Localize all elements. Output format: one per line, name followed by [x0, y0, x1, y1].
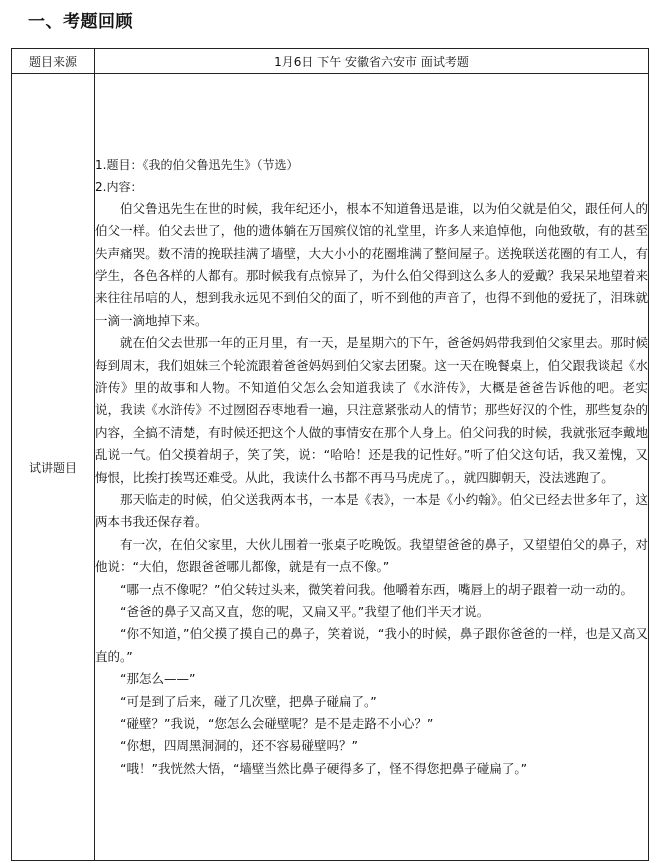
paragraph-10: “碰壁？”我说，“您怎么会碰壁呢？是不是走路不小心？” — [120, 716, 434, 732]
paragraph-8: “那怎么——” — [120, 671, 196, 687]
topic-row — [12, 74, 649, 861]
title-line: 1.题目：《我的伯父鲁迅先生》（节选） — [95, 157, 299, 172]
paragraph-2: 就在伯父去世那一年的正月里，有一天，是星期六的下午，爸爸妈妈带我到伯父家里去。那时候每到周末，我们姐妹三个轮流跟着爸爸妈妈到伯父家去团聚。这一天在晚餐桌上，伯父跟我谈起《水浒传》里的故事和人物。不知道伯父怎么会知道我读了《水浒传》，大概是爸爸告诉他的吧。老实说，我读《水浒传》不过囫囵吞枣地看一遍，只注意紧张动人的情节；那些好汉的个性，那些复杂的内容，全搞不清楚，有时候还把这个人做的事情安在那个人身上。伯父问我的时候，我就张冠李戴地乱说一气。伯父摸着胡子，笑了笑，说：“哈哈！还是我的记性好。”听了伯父这句话，我又羞愧，又悔恨，比挨打挨骂还难受。从此，我读什么书都不再马马虎虎了。，就四脚朝天，没法逃跑了。 — [95, 335, 648, 485]
content-label: 2.内容： — [95, 179, 143, 194]
paragraph-3: 那天临走的时候，伯父送我两本书，一本是《表》，一本是《小约翰》。伯父已经去世多年了，这两本书我还保存着。 — [95, 492, 648, 530]
exam-table — [11, 48, 649, 861]
topic-label: 试讲题目 — [12, 74, 95, 861]
paragraph-7: “你不知道，”伯父摸了摸自己的鼻子，笑着说，“我小的时候，鼻子跟你爸爸的一样，也是又高又直的。” — [95, 626, 648, 664]
paragraph-11: “你想，四周黑洞洞的，还不容易碰壁吗？” — [120, 738, 358, 754]
source-value: 1月6日 下午 安徽省六安市 面试考题 — [95, 49, 649, 74]
paragraph-1: 伯父鲁迅先生在世的时候，我年纪还小，根本不知道鲁迅是谁，以为伯父就是伯父，跟任何人的伯父一样。伯父去世了，他的遗体躺在万国殡仪馆的礼堂里，许多人来追悼他，向他致敬，有的甚至失声痛哭。数不清的挽联挂满了墙壁，大大小小的花圈堆满了整间屋子。送挽联送花圈的有工人，有学生，各色各样的人都有。那时候我有点惊异了，为什么伯父得到这么多人的爱戴？我呆呆地望着来来往往吊唁的人，想到我永远见不到伯父的面了，听不到他的声音了，也得不到他的爱抚了，泪珠就一滴一滴地掉下来。 — [95, 200, 648, 328]
paragraph-9: “可是到了后来，碰了几次壁，把鼻子碰扁了。” — [120, 693, 377, 709]
topic-content — [95, 74, 649, 861]
paragraph-6: “爸爸的鼻子又高又直，您的呢，又扁又平。”我望了他们半天才说。 — [120, 604, 490, 620]
section-heading: 一、考题回顾 — [28, 12, 133, 32]
paragraph-12: “哦！”我恍然大悟，“墙壁当然比鼻子硬得多了，怪不得您把鼻子碰扁了。” — [120, 760, 528, 776]
source-row — [12, 49, 649, 74]
paragraph-5: “哪一点不像呢？”伯父转过头来，微笑着问我。他嚼着东西，嘴唇上的胡子跟着一动一动的。 — [120, 581, 633, 597]
source-label: 题目来源 — [12, 49, 95, 74]
paragraph-4: 有一次，在伯父家里，大伙儿围着一张桌子吃晚饭。我望望爸爸的鼻子，又望望伯父的鼻子，对他说：“大伯，您跟爸爸哪儿都像，就是有一点不像。” — [95, 536, 648, 575]
